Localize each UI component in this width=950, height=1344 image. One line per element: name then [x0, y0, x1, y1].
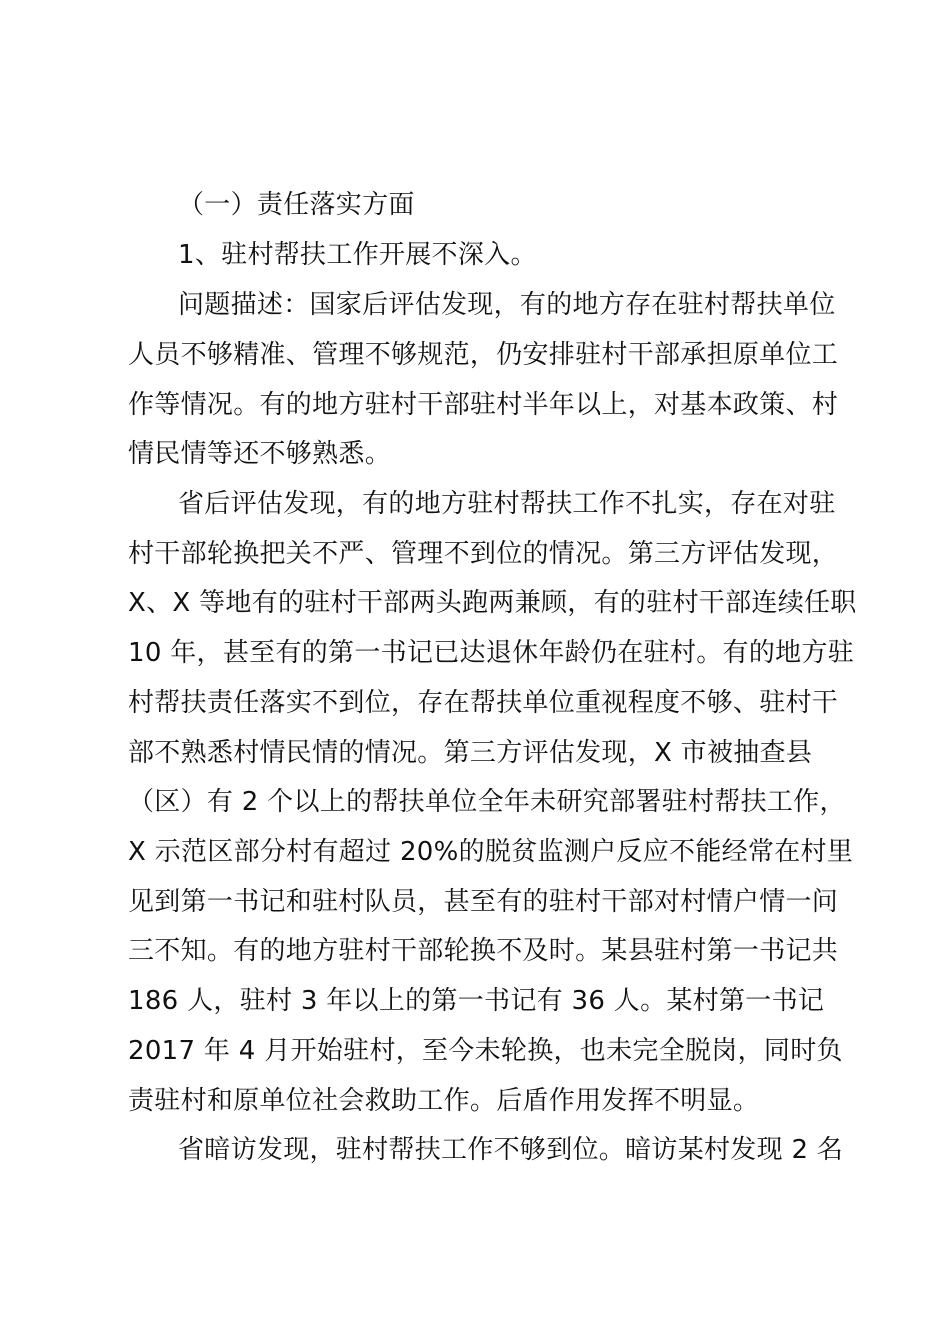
paragraph-line: 问题描述：国家后评估发现，有的地方存在驻村帮扶单位: [178, 290, 836, 320]
paragraph-line: 2017 年 4 月开始驻村，至今未轮换，也未完全脱岗，同时负: [128, 1036, 843, 1066]
paragraph-line: 三不知。有的地方驻村干部轮换不及时。某县驻村第一书记共: [128, 936, 839, 966]
paragraph-line: 情民情等还不够熟悉。: [128, 439, 392, 469]
paragraph-line: 责驻村和原单位社会救助工作。后盾作用发挥不明显。: [128, 1086, 760, 1116]
paragraph-line: 省暗访发现，驻村帮扶工作不够到位。暗访某村发现 2 名: [178, 1135, 844, 1165]
paragraph-line: 作等情况。有的地方驻村干部驻村半年以上，对基本政策、村: [128, 390, 839, 420]
paragraph-line: 见到第一书记和驻村队员，甚至有的驻村干部对村情户情一问: [128, 887, 839, 917]
paragraph-line: 人员不够精准、管理不够规范，仍安排驻村干部承担原单位工: [128, 340, 839, 370]
paragraph-line: （区）有 2 个以上的帮扶单位全年未研究部署驻村帮扶工作，: [128, 787, 846, 817]
item-heading: 1、驻村帮扶工作开展不深入。: [178, 240, 537, 270]
paragraph-line: 省后评估发现，有的地方驻村帮扶工作不扎实，存在对驻: [178, 489, 836, 519]
paragraph-line: 村干部轮换把关不严、管理不到位的情况。第三方评估发现，: [128, 539, 839, 569]
paragraph-line: 村帮扶责任落实不到位，存在帮扶单位重视程度不够、驻村干: [128, 688, 839, 718]
paragraph-line: 10 年，甚至有的第一书记已达退休年龄仍在驻村。有的地方驻: [128, 638, 855, 668]
paragraph-line: X、X 等地有的驻村干部两头跑两兼顾，有的驻村干部连续任职: [128, 588, 857, 618]
paragraph-line: 部不熟悉村情民情的情况。第三方评估发现，X 市被抽查县: [128, 738, 813, 768]
paragraph-line: X 示范区部分村有超过 20%的脱贫监测户反应不能经常在村里: [128, 837, 854, 867]
paragraph-line: 186 人，驻村 3 年以上的第一书记有 36 人。某村第一书记: [128, 986, 825, 1016]
section-heading: （一）责任落实方面: [178, 190, 415, 220]
